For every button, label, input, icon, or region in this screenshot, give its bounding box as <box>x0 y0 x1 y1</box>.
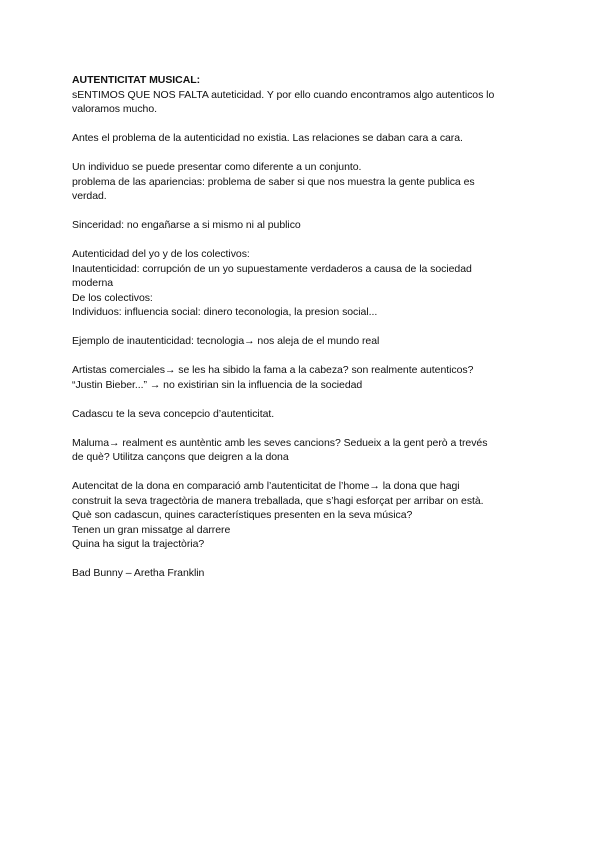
text-line: Maluma→ realment es auntèntic amb les seves cancions? Sedueix a la gent però a trevés <box>72 436 488 449</box>
text-line: Quina ha sigut la trajectòria? <box>72 538 205 550</box>
text-line: Inautenticidad: corrupción de un yo supuestamente verdaderos a causa de la sociedad <box>72 262 472 275</box>
text-line: Bad Bunny – Aretha Franklin <box>72 567 205 579</box>
paragraph-own-conception <box>72 407 528 422</box>
text-line: valoramos mucho. <box>72 103 157 115</box>
text-line: verdad. <box>72 190 107 202</box>
text-line: Sinceridad: no engañarse a si mismo ni al publico <box>72 219 301 231</box>
document-title: AUTENTICITAT MUSICAL: <box>72 74 201 86</box>
text-line: sENTIMOS QUE NOS FALTA auteticidad. Y por ello cuando encontramos algo autenticos lo <box>72 88 495 101</box>
paragraph-feeling-lack <box>72 88 528 117</box>
text-line: Antes el problema de la autenticidad no existia. Las relaciones se daban cara a cara. <box>72 132 463 144</box>
paragraph-sincerity <box>72 218 528 233</box>
text-line: Autencitat de la dona en comparació amb l’autenticitat de l’home→ la dona que hagi <box>72 480 460 492</box>
text-line: Autenticidad del yo y de los colectivos: <box>72 248 250 260</box>
paragraph-artists-comparison <box>72 566 528 581</box>
text-line: moderna <box>72 277 114 289</box>
text-line: construit la seva tragectòria de manera treballada, que s’hagi esforçat per arribar on està. <box>72 494 484 507</box>
text-line: Cadascu te la seva concepcio d’autenticitat. <box>72 407 275 420</box>
text-line: de què? Utilitza cançons que deigren a la dona <box>72 451 289 463</box>
text-line: Ejemplo de inautenticidad: tecnologia→ nos aleja de el mundo real <box>72 335 380 347</box>
paragraph-commercial-artists <box>72 363 528 392</box>
paragraph-maluma <box>72 436 528 465</box>
text-line: Què son cadascun, quines característiques presenten en la seva música? <box>72 509 413 521</box>
text-line: De los colectivos: <box>72 291 153 304</box>
text-line: Tenen un gran missatge al darrere <box>72 523 231 536</box>
paragraph-authenticity-self <box>72 247 528 320</box>
text-line: Individuos: influencia social: dinero teconologia, la presion social... <box>72 306 378 318</box>
document-content <box>72 73 528 595</box>
text-line: Artistas comerciales→ se les ha sibido la fama a la cabeza? son realmente autenticos? <box>72 364 474 376</box>
text-line: “Justin Bieber...” → no existirian sin la influencia de la sociedad <box>72 378 363 391</box>
paragraph-women-authenticity <box>72 479 528 552</box>
paragraph-individual <box>72 160 528 204</box>
text-line: problema de las apariencias: problema de saber si que nos muestra la gente publica es <box>72 175 475 188</box>
paragraph-before <box>72 131 528 146</box>
text-line: Un individuo se puede presentar como diferente a un conjunto. <box>72 161 362 173</box>
paragraph-technology <box>72 334 528 349</box>
